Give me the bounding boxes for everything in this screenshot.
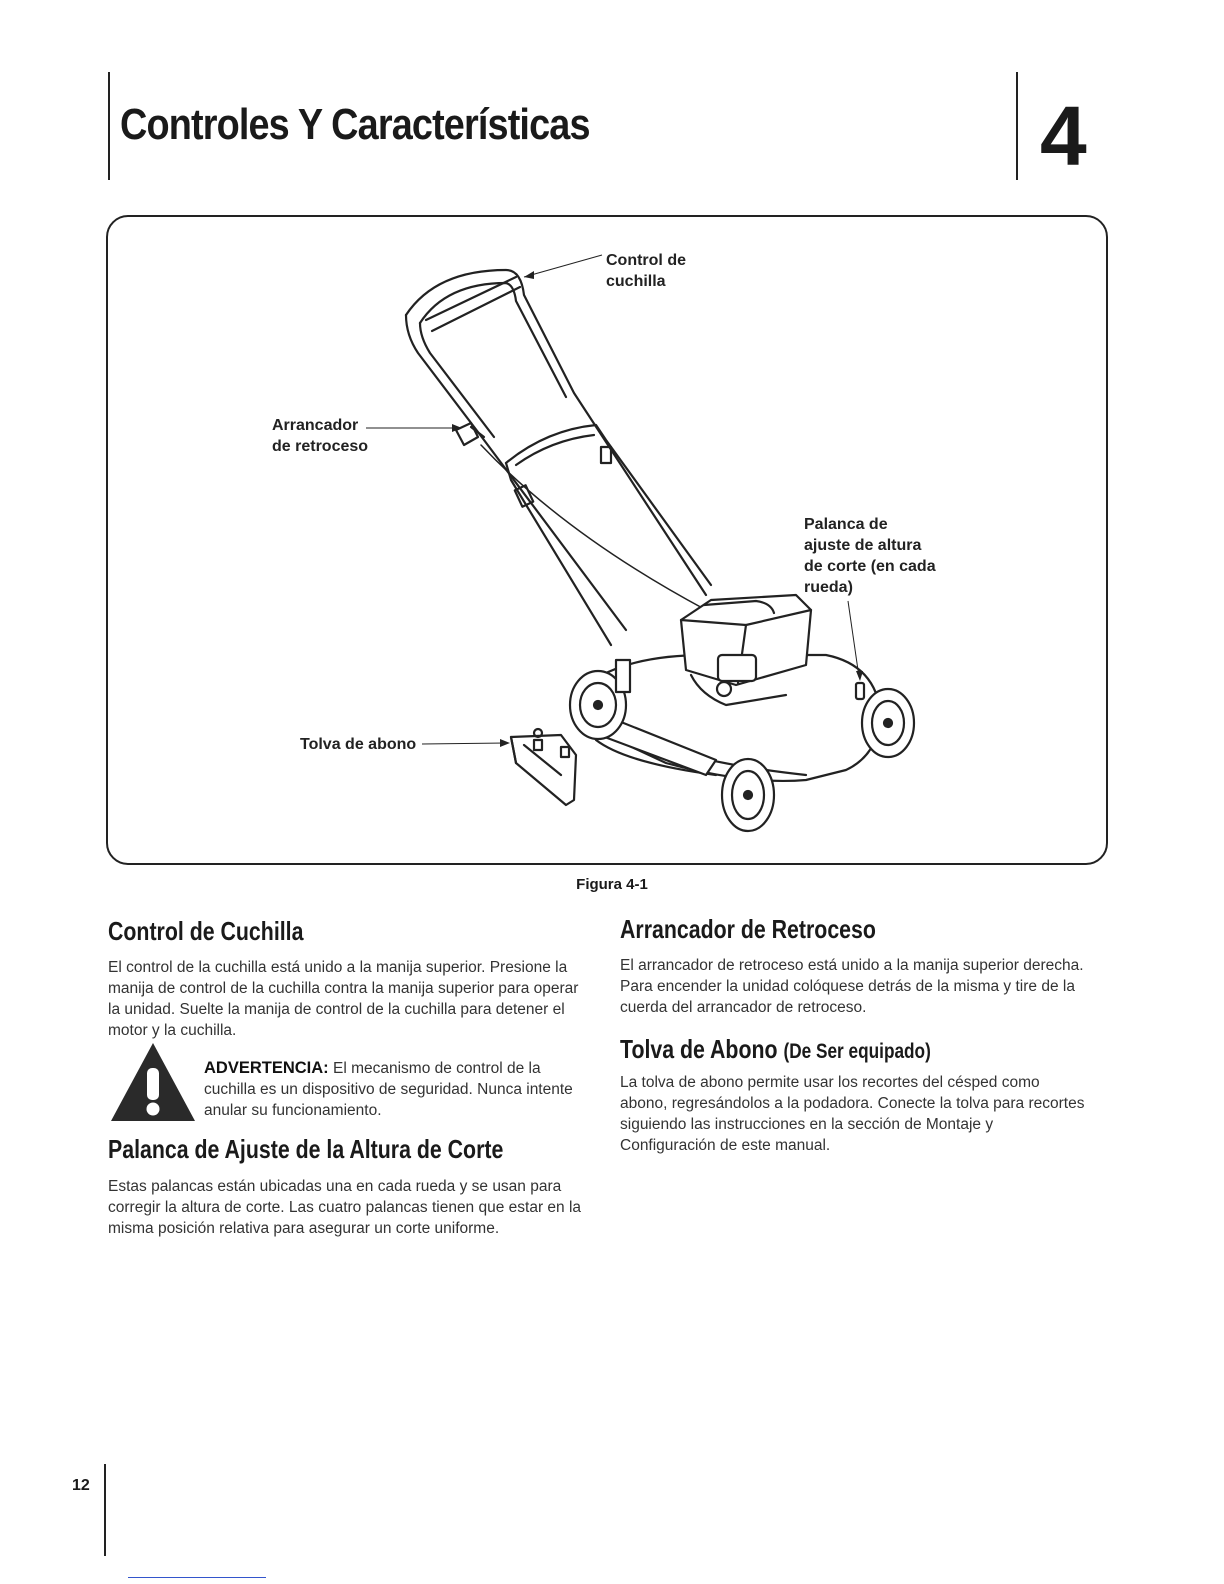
warning-box [204, 1058, 574, 1121]
callout-height-lever [804, 514, 936, 598]
header-rule-left [108, 72, 110, 180]
chapter-number: 4 [1040, 89, 1087, 183]
body-height-lever: Estas palancas están ubicadas una en cada rueda y se usan para corregir la altura de corte. Las cuatro palancas tienen que estar en la misma posición relativa para asegurar un corte uniforme. [108, 1178, 582, 1237]
heading-blade-control: Control de Cuchilla [108, 916, 304, 946]
callout-blade-control-line1: Control de [606, 252, 686, 269]
warning-label: ADVERTENCIA: [204, 1059, 329, 1077]
figure-caption: Figura 4-1 [576, 876, 648, 893]
lawn-mower-illustration [106, 215, 1106, 863]
heading-mulch [620, 1034, 931, 1065]
heading-mulch-suffix: (De Ser equipado) [783, 1040, 931, 1063]
callout-recoil-starter-line2: de retroceso [272, 438, 369, 455]
heading-height-lever: Palanca de Ajuste de la Altura de Corte [108, 1134, 504, 1164]
heading-recoil-starter: Arrancador de Retroceso [620, 914, 876, 944]
callout-recoil-starter-line1: Arrancador [272, 417, 359, 434]
callout-height-lever-line4: rueda) [804, 579, 853, 596]
body-blade-control: El control de la cuchilla está unido a la manija superior. Presione la manija de control de la cuchilla contra la manija superior para operar la unidad. Suelte la manija de control de la cuchilla para detener el motor y la cuchilla. [108, 959, 579, 1039]
heading-mulch-title: Tolva de Abono [620, 1034, 778, 1064]
warning-text: El mecanismo de control de la cuchilla es un dispositivo de seguridad. Nunca intente anular su funcionamiento. [204, 1060, 573, 1119]
body-mulch: La tolva de abono permite usar los recortes del césped como abono, regresándolos a la podadora. Conecte la tolva para recortes siguiendo las instrucciones en la sección de Montaje y Configuración de este manual. [620, 1074, 1085, 1154]
page-number: 12 [72, 1477, 90, 1494]
chapter-title: Controles Y Características [120, 100, 590, 149]
callout-blade-control [606, 250, 686, 292]
callout-height-lever-line2: ajuste de altura [804, 537, 922, 554]
callout-blade-control-line2: cuchilla [606, 273, 666, 290]
body-recoil-starter: El arrancador de retroceso está unido a la manija superior derecha. Para encender la unidad colóquese detrás de la misma y tire de la cuerda del arrancador de retroceso. [620, 957, 1084, 1016]
callout-height-lever-line3: de corte (en cada [804, 558, 936, 575]
bottom-link-underline [128, 1577, 266, 1578]
warning-triangle-icon [108, 1040, 198, 1124]
footer-rule [104, 1464, 106, 1556]
callout-mulch-plug: Tolva de abono [300, 736, 417, 753]
header-rule-right [1016, 72, 1018, 180]
callout-height-lever-line1: Palanca de [804, 516, 888, 533]
callout-recoil-starter [272, 415, 368, 457]
